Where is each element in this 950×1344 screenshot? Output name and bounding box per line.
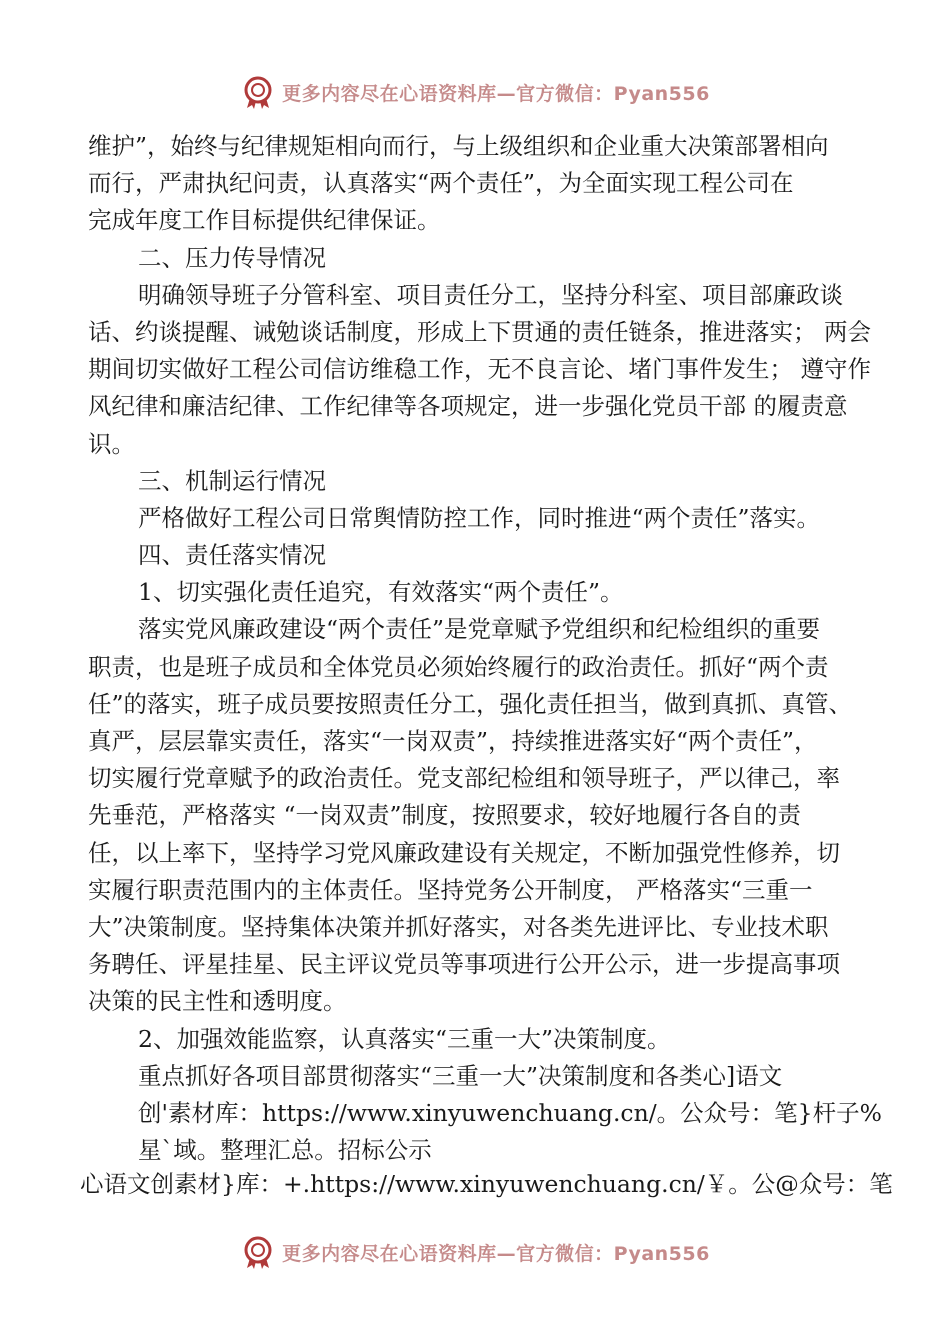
text-line: 三、机制运行情况 xyxy=(138,466,326,495)
text-line: 明确领导班子分管科室、项目责任分工，坚持分科室、项目部廉政谈 xyxy=(138,280,843,309)
text-line: 识。 xyxy=(88,429,135,458)
watermark-text: 更多内容尽在心语资料库—官方微信：Pyan556 xyxy=(282,82,710,105)
text-line: 期间切实做好工程公司信访维稳工作，无不良言论、堵门事件发生； 遵守作 xyxy=(88,355,871,384)
top-watermark-banner xyxy=(0,70,950,114)
text-line: 任，以上率下，坚持学习党风廉政建设有关规定，不断加强党性修养，切 xyxy=(88,838,840,867)
text-line: 先垂范，严格落实 “一岗双责”制度，按照要求，较好地履行各自的责 xyxy=(88,801,801,830)
text-line: 大”决策制度。坚持集体决策并抓好落实，对各类先进评比、专业技术职 xyxy=(88,912,829,941)
text-line: 重点抓好各项目部贯彻落实“三重一大”决策制度和各类心]语文 xyxy=(138,1061,783,1090)
text-line: 任”的落实，班子成员要按照责任分工，强化责任担当，做到真抓、真管、 xyxy=(88,689,853,718)
text-line: 二、压力传导情况 xyxy=(138,243,326,272)
ribbon-seal-icon xyxy=(240,74,276,110)
text-line: 风纪律和廉洁纪律、工作纪律等各项规定，进一步强化党员干部 的履责意 xyxy=(88,392,848,421)
text-line: 严格做好工程公司日常舆情防控工作，同时推进“两个责任”落实。 xyxy=(138,503,821,532)
text-line: 创'素材库：https://www.xinyuwenchuang.cn/。公众号：笔}杆子% xyxy=(138,1098,882,1127)
text-line: 完成年度工作目标提供纪律保证。 xyxy=(88,206,441,235)
text-line: 1、切实强化责任追究，有效落实“两个责任”。 xyxy=(138,578,624,607)
text-line: 维护”，始终与纪律规矩相向而行，与上级组织和企业重大决策部署相向 xyxy=(88,132,829,160)
footer-source-line: 心语文创素材}库：+.https://www.xinyuwenchuang.cn/￥。公@众号：笔 xyxy=(80,1170,893,1198)
text-line: 而行，严肃执纪问责，认真落实“两个责任”，为全面实现工程公司在 xyxy=(88,169,794,198)
text-line: 决策的民主性和透明度。 xyxy=(88,987,347,1016)
text-line: 真严，层层靠实责任，落实“一岗双责”，持续推进落实好“两个责任”， xyxy=(88,727,818,755)
document-body xyxy=(88,128,888,1169)
watermark-text: 更多内容尽在心语资料库—官方微信：Pyan556 xyxy=(282,1242,710,1265)
text-line: 职责，也是班子成员和全体党员必须始终履行的政治责任。抓好“两个责 xyxy=(88,652,829,681)
text-line: 切实履行党章赋予的政治责任。党支部纪检组和领导班子，严以律己，率 xyxy=(88,764,840,793)
text-line: 星`域。整理汇总。招标公示 xyxy=(138,1136,432,1165)
bottom-watermark-banner xyxy=(0,1230,950,1274)
text-line: 实履行职责范围内的主体责任。坚持党务公开制度， 严格落实“三重一 xyxy=(88,875,813,904)
text-line: 落实党风廉政建设“两个责任”是党章赋予党组织和纪检组织的重要 xyxy=(138,615,821,644)
text-line: 四、责任落实情况 xyxy=(138,541,326,570)
text-line: 务聘任、评星挂星、民主评议党员等事项进行公开公示，进一步提高事项 xyxy=(88,950,840,979)
text-line: 2、加强效能监察，认真落实“三重一大”决策制度。 xyxy=(138,1024,671,1053)
ribbon-seal-icon xyxy=(240,1234,276,1270)
text-line: 话、约谈提醒、诫勉谈话制度，形成上下贯通的责任链条，推进落实； 两会 xyxy=(88,317,871,346)
